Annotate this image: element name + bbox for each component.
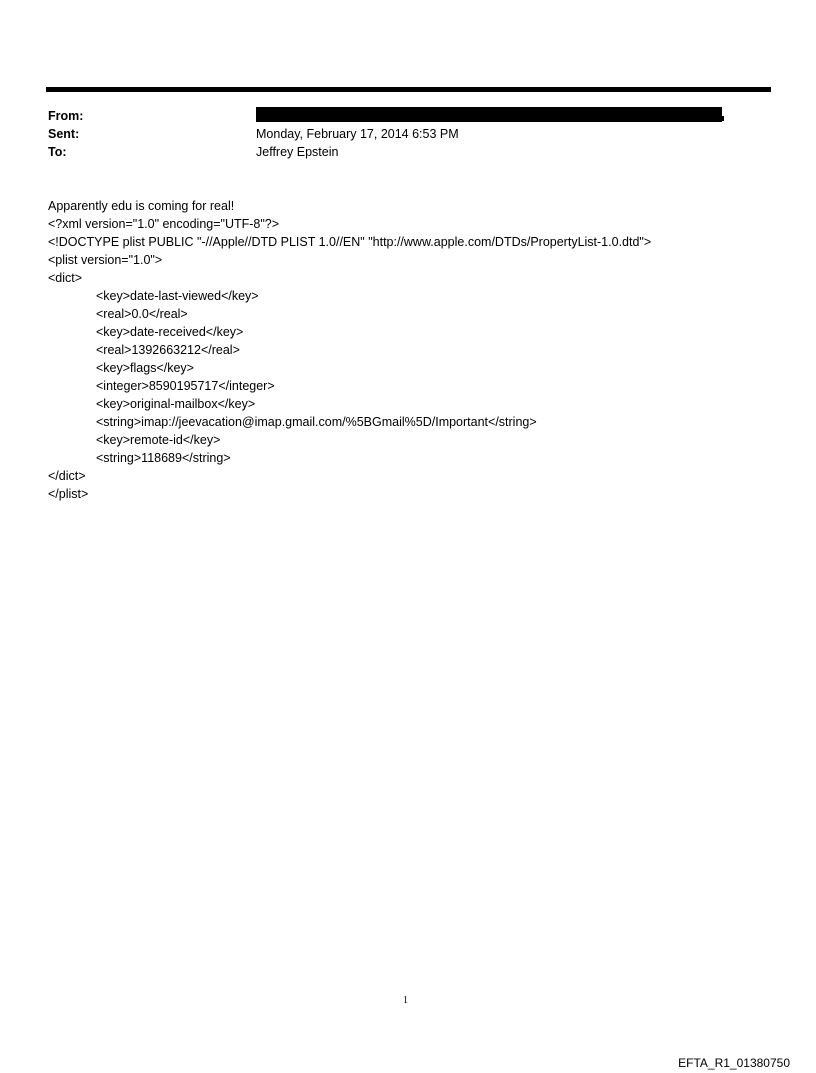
sent-label: Sent: [48, 127, 80, 141]
redaction-bar [256, 107, 722, 122]
body-line: <string>imap://jeevacation@imap.gmail.com/%5BGmail%5D/Important</string> [96, 415, 537, 429]
to-value: Jeffrey Epstein [256, 145, 339, 159]
redaction-mark [722, 116, 724, 121]
body-line: <plist version="1.0"> [48, 253, 163, 267]
page-number: 1 [403, 995, 408, 1006]
body-line: <key>flags</key> [96, 361, 194, 375]
body-line: Apparently edu is coming for real! [48, 199, 235, 213]
body-line: <!DOCTYPE plist PUBLIC "-//Apple//DTD PLIST 1.0//EN" "http://www.apple.com/DTDs/PropertyList-1.0.dtd"> [48, 235, 652, 249]
body-line: <?xml version="1.0" encoding="UTF-8"?> [48, 217, 280, 231]
to-label: To: [48, 145, 67, 159]
body-line: </plist> [48, 487, 89, 501]
body-line: <key>original-mailbox</key> [96, 397, 256, 411]
body-line: <key>date-last-viewed</key> [96, 289, 259, 303]
body-line: <key>date-received</key> [96, 325, 244, 339]
body-line: </dict> [48, 469, 86, 483]
header-divider [46, 87, 771, 92]
body-line: <integer>8590195717</integer> [96, 379, 275, 393]
body-line: <real>0.0</real> [96, 307, 188, 321]
email-body [48, 197, 768, 503]
to-row [48, 143, 748, 161]
sent-row [48, 125, 748, 143]
body-line: <string>118689</string> [96, 451, 231, 465]
body-line: <dict> [48, 271, 83, 285]
sent-value: Monday, February 17, 2014 6:53 PM [256, 127, 459, 141]
document-id: EFTA_R1_01380750 [678, 1056, 790, 1070]
email-header [48, 107, 748, 161]
body-line: <real>1392663212</real> [96, 343, 240, 357]
from-row [48, 107, 748, 125]
from-label: From: [48, 109, 84, 123]
body-line: <key>remote-id</key> [96, 433, 221, 447]
